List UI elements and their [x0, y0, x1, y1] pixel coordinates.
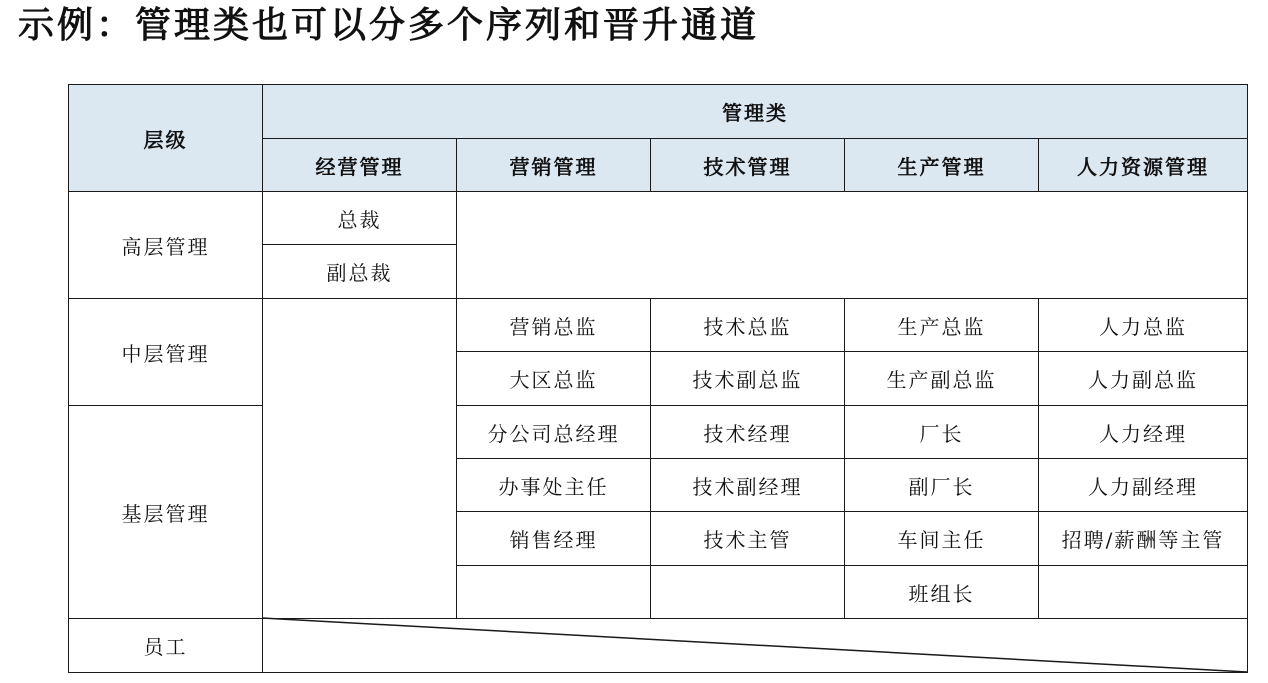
level-junior-cell: 基层管理 [69, 406, 263, 619]
position-cell: 总裁 [263, 192, 457, 245]
position-cell: 副总裁 [263, 245, 457, 299]
header-group-cell: 管理类 [263, 85, 1248, 139]
position-cell: 分公司总经理 [457, 406, 651, 459]
position-cell: 技术经理 [651, 406, 845, 459]
position-cell: 技术总监 [651, 299, 845, 352]
table-row [69, 406, 1248, 459]
header-level-cell: 层级 [69, 85, 263, 192]
header-row-group [69, 85, 1248, 139]
column-header-hr: 人力资源管理 [1039, 139, 1248, 192]
business-empty-column [263, 299, 457, 619]
staff-diagonal-cell [263, 619, 1248, 673]
page-title: 示例：管理类也可以分多个序列和晋升通道 [18, 4, 760, 46]
level-middle-cell: 中层管理 [69, 299, 263, 406]
position-cell: 生产总监 [845, 299, 1039, 352]
column-header-business: 经营管理 [263, 139, 457, 192]
position-cell: 技术主管 [651, 512, 845, 566]
position-cell: 班组长 [845, 566, 1039, 619]
position-cell: 人力副经理 [1039, 459, 1248, 512]
level-staff-cell: 员工 [69, 619, 263, 673]
career-path-table [68, 84, 1248, 673]
position-cell [651, 566, 845, 619]
position-cell: 办事处主任 [457, 459, 651, 512]
position-cell: 厂长 [845, 406, 1039, 459]
position-cell [1039, 566, 1248, 619]
position-cell: 营销总监 [457, 299, 651, 352]
position-cell: 车间主任 [845, 512, 1039, 566]
position-cell: 副厂长 [845, 459, 1039, 512]
position-cell: 技术副经理 [651, 459, 845, 512]
table-row [69, 299, 1248, 352]
senior-empty-area [457, 192, 1248, 299]
position-cell: 人力经理 [1039, 406, 1248, 459]
table-row [69, 192, 1248, 245]
level-senior-cell: 高层管理 [69, 192, 263, 299]
table-row [69, 619, 1248, 673]
position-cell: 人力副总监 [1039, 352, 1248, 406]
column-header-technology: 技术管理 [651, 139, 845, 192]
position-cell: 销售经理 [457, 512, 651, 566]
position-cell: 大区总监 [457, 352, 651, 406]
position-cell: 技术副总监 [651, 352, 845, 406]
position-cell: 人力总监 [1039, 299, 1248, 352]
position-cell: 生产副总监 [845, 352, 1039, 406]
career-path-table-wrapper [68, 84, 1247, 672]
position-cell: 招聘/薪酬等主管 [1039, 512, 1248, 566]
position-cell [457, 566, 651, 619]
column-header-marketing: 营销管理 [457, 139, 651, 192]
column-header-production: 生产管理 [845, 139, 1039, 192]
